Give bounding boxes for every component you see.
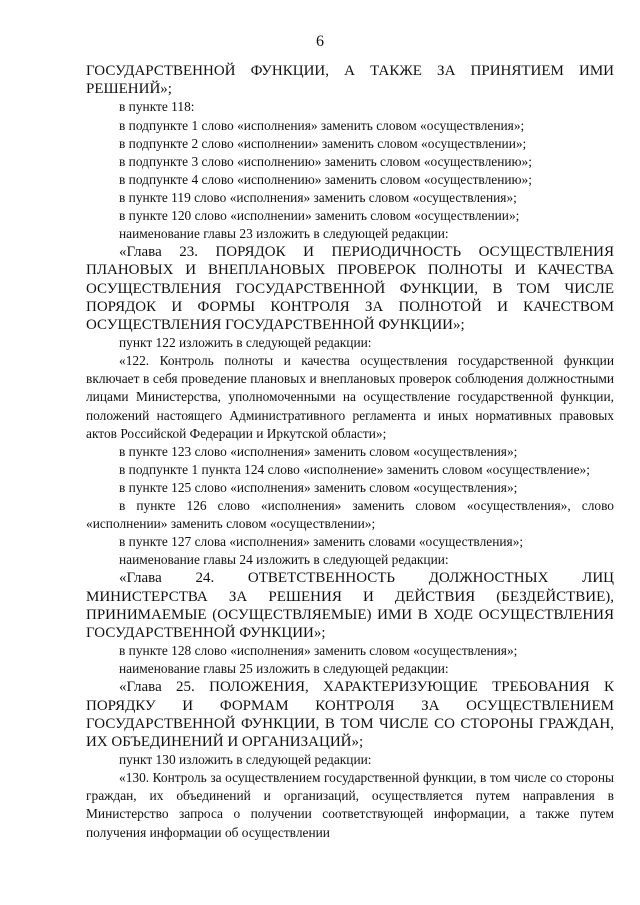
paragraph: в пункте 118: (119, 99, 195, 115)
paragraph: наименование главы 24 изложить в следующей редакции: (119, 552, 449, 568)
document-body (86, 62, 614, 842)
paragraph: в подпункте 1 пункта 124 слово «исполнение» заменить словом «осуществление»; (119, 461, 590, 477)
paragraph: «122. Контроль полноты и качества осуществления государственной функции включает в себя проведение плановых и внеплановых проверок соблюдения должностными лицами Министерства, уполномоченными на осуществление государственной функции, положений настоящего Административного регламента и иных нормативных правовых актов Российской Федерации и Иркутской области»; (86, 353, 614, 441)
paragraph: в пункте 126 слово «исполнения» заменить словом «осуществления», слово «исполнении» заменить словом «осуществлении»; (86, 498, 614, 532)
paragraph: в пункте 127 слова «исполнения» заменить словами «осуществления»; (119, 534, 524, 550)
paragraph: в подпункте 4 слово «исполнению» заменить словом «осуществлению»; (119, 171, 532, 187)
paragraph: «130. Контроль за осуществлением государственной функции, в том числе со стороны граждан, их объединений и организаций, осуществляется путем направления в Министерство запроса о получении соответствующей информации, а также путем получения информации об осуществлении (86, 770, 614, 840)
paragraph: в подпункте 1 слово «исполнения» заменить словом «осуществления»; (119, 117, 525, 133)
paragraph: в пункте 119 слово «исполнения» заменить словом «осуществления»; (119, 189, 517, 205)
paragraph: пункт 130 изложить в следующей редакции: (119, 752, 372, 768)
paragraph: в подпункте 3 слово «исполнению» заменить словом «осуществлению»; (119, 153, 532, 169)
paragraph: «Глава 25. ПОЛОЖЕНИЯ, ХАРАКТЕРИЗУЮЩИЕ ТРЕБОВАНИЯ К ПОРЯДКУ И ФОРМАМ КОНТРОЛЯ ЗА ОСУЩЕСТВЛЕНИЕМ ГОСУДАРСТВЕННОЙ ФУНКЦИИ, В ТОМ ЧИСЛЕ СО СТОРОНЫ ГРАЖДАН, ИХ ОБЪЕДИНЕНИЙ И ОРГАНИЗАЦИЙ»; (86, 679, 614, 750)
paragraph: пункт 122 изложить в следующей редакции: (119, 335, 372, 351)
paragraph: «Глава 23. ПОРЯДОК И ПЕРИОДИЧНОСТЬ ОСУЩЕСТВЛЕНИЯ ПЛАНОВЫХ И ВНЕПЛАНОВЫХ ПРОВЕРОК ПОЛНОТЫ И КАЧЕСТВА ОСУЩЕСТВЛЕНИЯ ГОСУДАРСТВЕННОЙ ФУНКЦИИ, В ТОМ ЧИСЛЕ ПОРЯДОК И ФОРМЫ КОНТРОЛЯ ЗА ПОЛНОТОЙ И КАЧЕСТВОМ ОСУЩЕСТВЛЕНИЯ ГОСУДАРСТВЕННОЙ ФУНКЦИИ»; (86, 244, 614, 333)
paragraph: в пункте 128 слово «исполнения» заменить словом «осуществления»; (119, 643, 518, 659)
paragraph: в пункте 123 слово «исполнения» заменить словом «осуществления»; (119, 443, 518, 459)
paragraph: в пункте 125 слово «исполнения» заменить словом «осуществления»; (119, 479, 518, 495)
paragraph: «Глава 24. ОТВЕТСТВЕННОСТЬ ДОЛЖНОСТНЫХ ЛИЦ МИНИСТЕРСТВА ЗА РЕШЕНИЯ И ДЕЙСТВИЯ (БЕЗДЕЙСТВИЕ), ПРИНИМАЕМЫЕ (ОСУЩЕСТВЛЯЕМЫЕ) ИМИ В ХОДЕ ОСУЩЕСТВЛЕНИЯ ГОСУДАРСТВЕННОЙ ФУНКЦИИ»; (86, 570, 614, 641)
paragraph: наименование главы 23 изложить в следующей редакции: (119, 226, 449, 242)
paragraph: в пункте 120 слово «исполнении» заменить словом «осуществлении»; (119, 207, 520, 223)
paragraph: наименование главы 25 изложить в следующей редакции: (119, 661, 449, 677)
paragraph: в подпункте 2 слово «исполнении» заменить словом «осуществлении»; (119, 135, 527, 151)
page-number: 6 (316, 33, 324, 50)
paragraph: ГОСУДАРСТВЕННОЙ ФУНКЦИИ, А ТАКЖЕ ЗА ПРИНЯТИЕМ ИМИ РЕШЕНИЙ»; (86, 63, 614, 98)
